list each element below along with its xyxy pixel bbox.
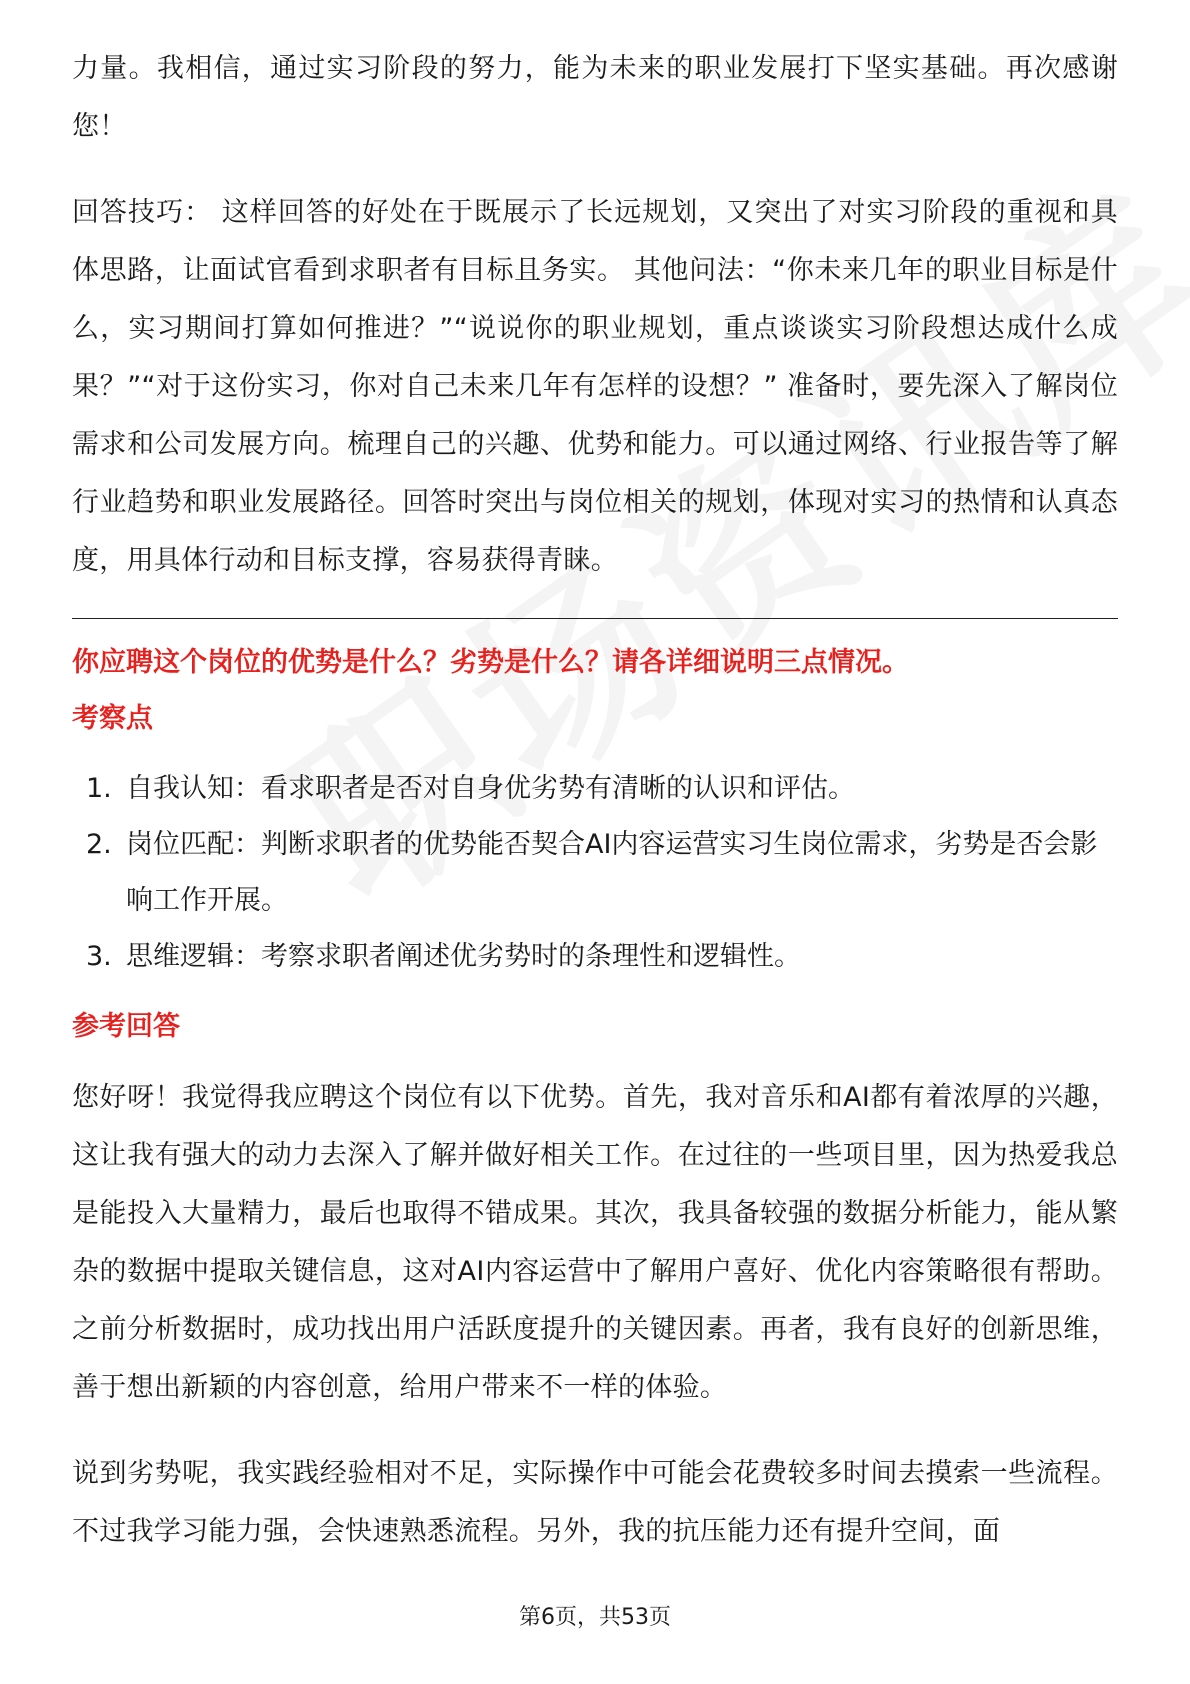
list-item-text: 岗位匹配：判断求职者的优势能否契合AI内容运营实习生岗位需求，劣势是否会影响工作开展。 — [126, 829, 1098, 916]
paragraph-answer-tips: 回答技巧： 这样回答的好处在于既展示了长远规划，又突出了对实习阶段的重视和具体思路，让面试官看到求职者有目标且务实。 其他问法：“你未来几年的职业目标是什么，实习期间打算如何推进？”“说说你的职业规划，重点谈谈实习阶段想达成什么成果？”“对于这份实习，你对自己未来几年有怎样的设想？” 准备时，要先深入了解岗位需求和公司发展方向。梳理自己的兴趣、优势和能力。可以通过网络、行业报告等了解行业趋势和职业发展路径。回答时突出与岗位相关的规划，体现对实习的热情和认真态度，用具体行动和目标支撑，容易获得青睐。 — [72, 197, 1118, 576]
paragraph-answer-strengths: 您好呀！我觉得我应聘这个岗位有以下优势。首先，我对音乐和AI都有着浓厚的兴趣，这让我有强大的动力去深入了解并做好相关工作。在过往的一些项目里，因为热爱我总是能投入大量精力，最后也取得不错成果。其次，我具备较强的数据分析能力，能从繁杂的数据中提取关键信息，这对AI内容运营中了解用户喜好、优化内容策略很有帮助。之前分析数据时，成功找出用户活跃度提升的关键因素。再者，我有良好的创新思维，善于想出新颖的内容创意，给用户带来不一样的体验。 — [72, 1082, 1118, 1403]
list-item-text: 思维逻辑：考察求职者阐述优劣势时的条理性和逻辑性。 — [126, 941, 801, 972]
focus-section-title: 考察点 — [72, 703, 153, 734]
list-item-text: 自我认知：看求职者是否对自身优劣势有清晰的认识和评估。 — [126, 773, 855, 804]
page-footer: 第6页，共53页 — [519, 1605, 671, 1630]
paragraph-continuation: 力量。我相信，通过实习阶段的努力，能为未来的职业发展打下坚实基础。再次感谢您！ — [72, 53, 1118, 142]
paragraph-answer-weaknesses: 说到劣势呢，我实践经验相对不足，实际操作中可能会花费较多时间去摸索一些流程。不过我学习能力强，会快速熟悉流程。另外，我的抗压能力还有提升空间，面 — [72, 1458, 1118, 1547]
list-item-number: 1. — [86, 773, 112, 804]
section-divider — [72, 618, 1118, 619]
list-item-number: 2. — [86, 829, 112, 860]
question-heading: 你应聘这个岗位的优势是什么？劣势是什么？请各详细说明三点情况。 — [72, 647, 909, 678]
document-body — [72, 40, 1118, 1561]
list-item-number: 3. — [86, 941, 112, 972]
list-item — [72, 761, 1118, 817]
list-item — [72, 929, 1118, 985]
list-item — [72, 817, 1118, 929]
answer-section-title: 参考回答 — [72, 1011, 180, 1042]
focus-points-list — [72, 761, 1118, 985]
